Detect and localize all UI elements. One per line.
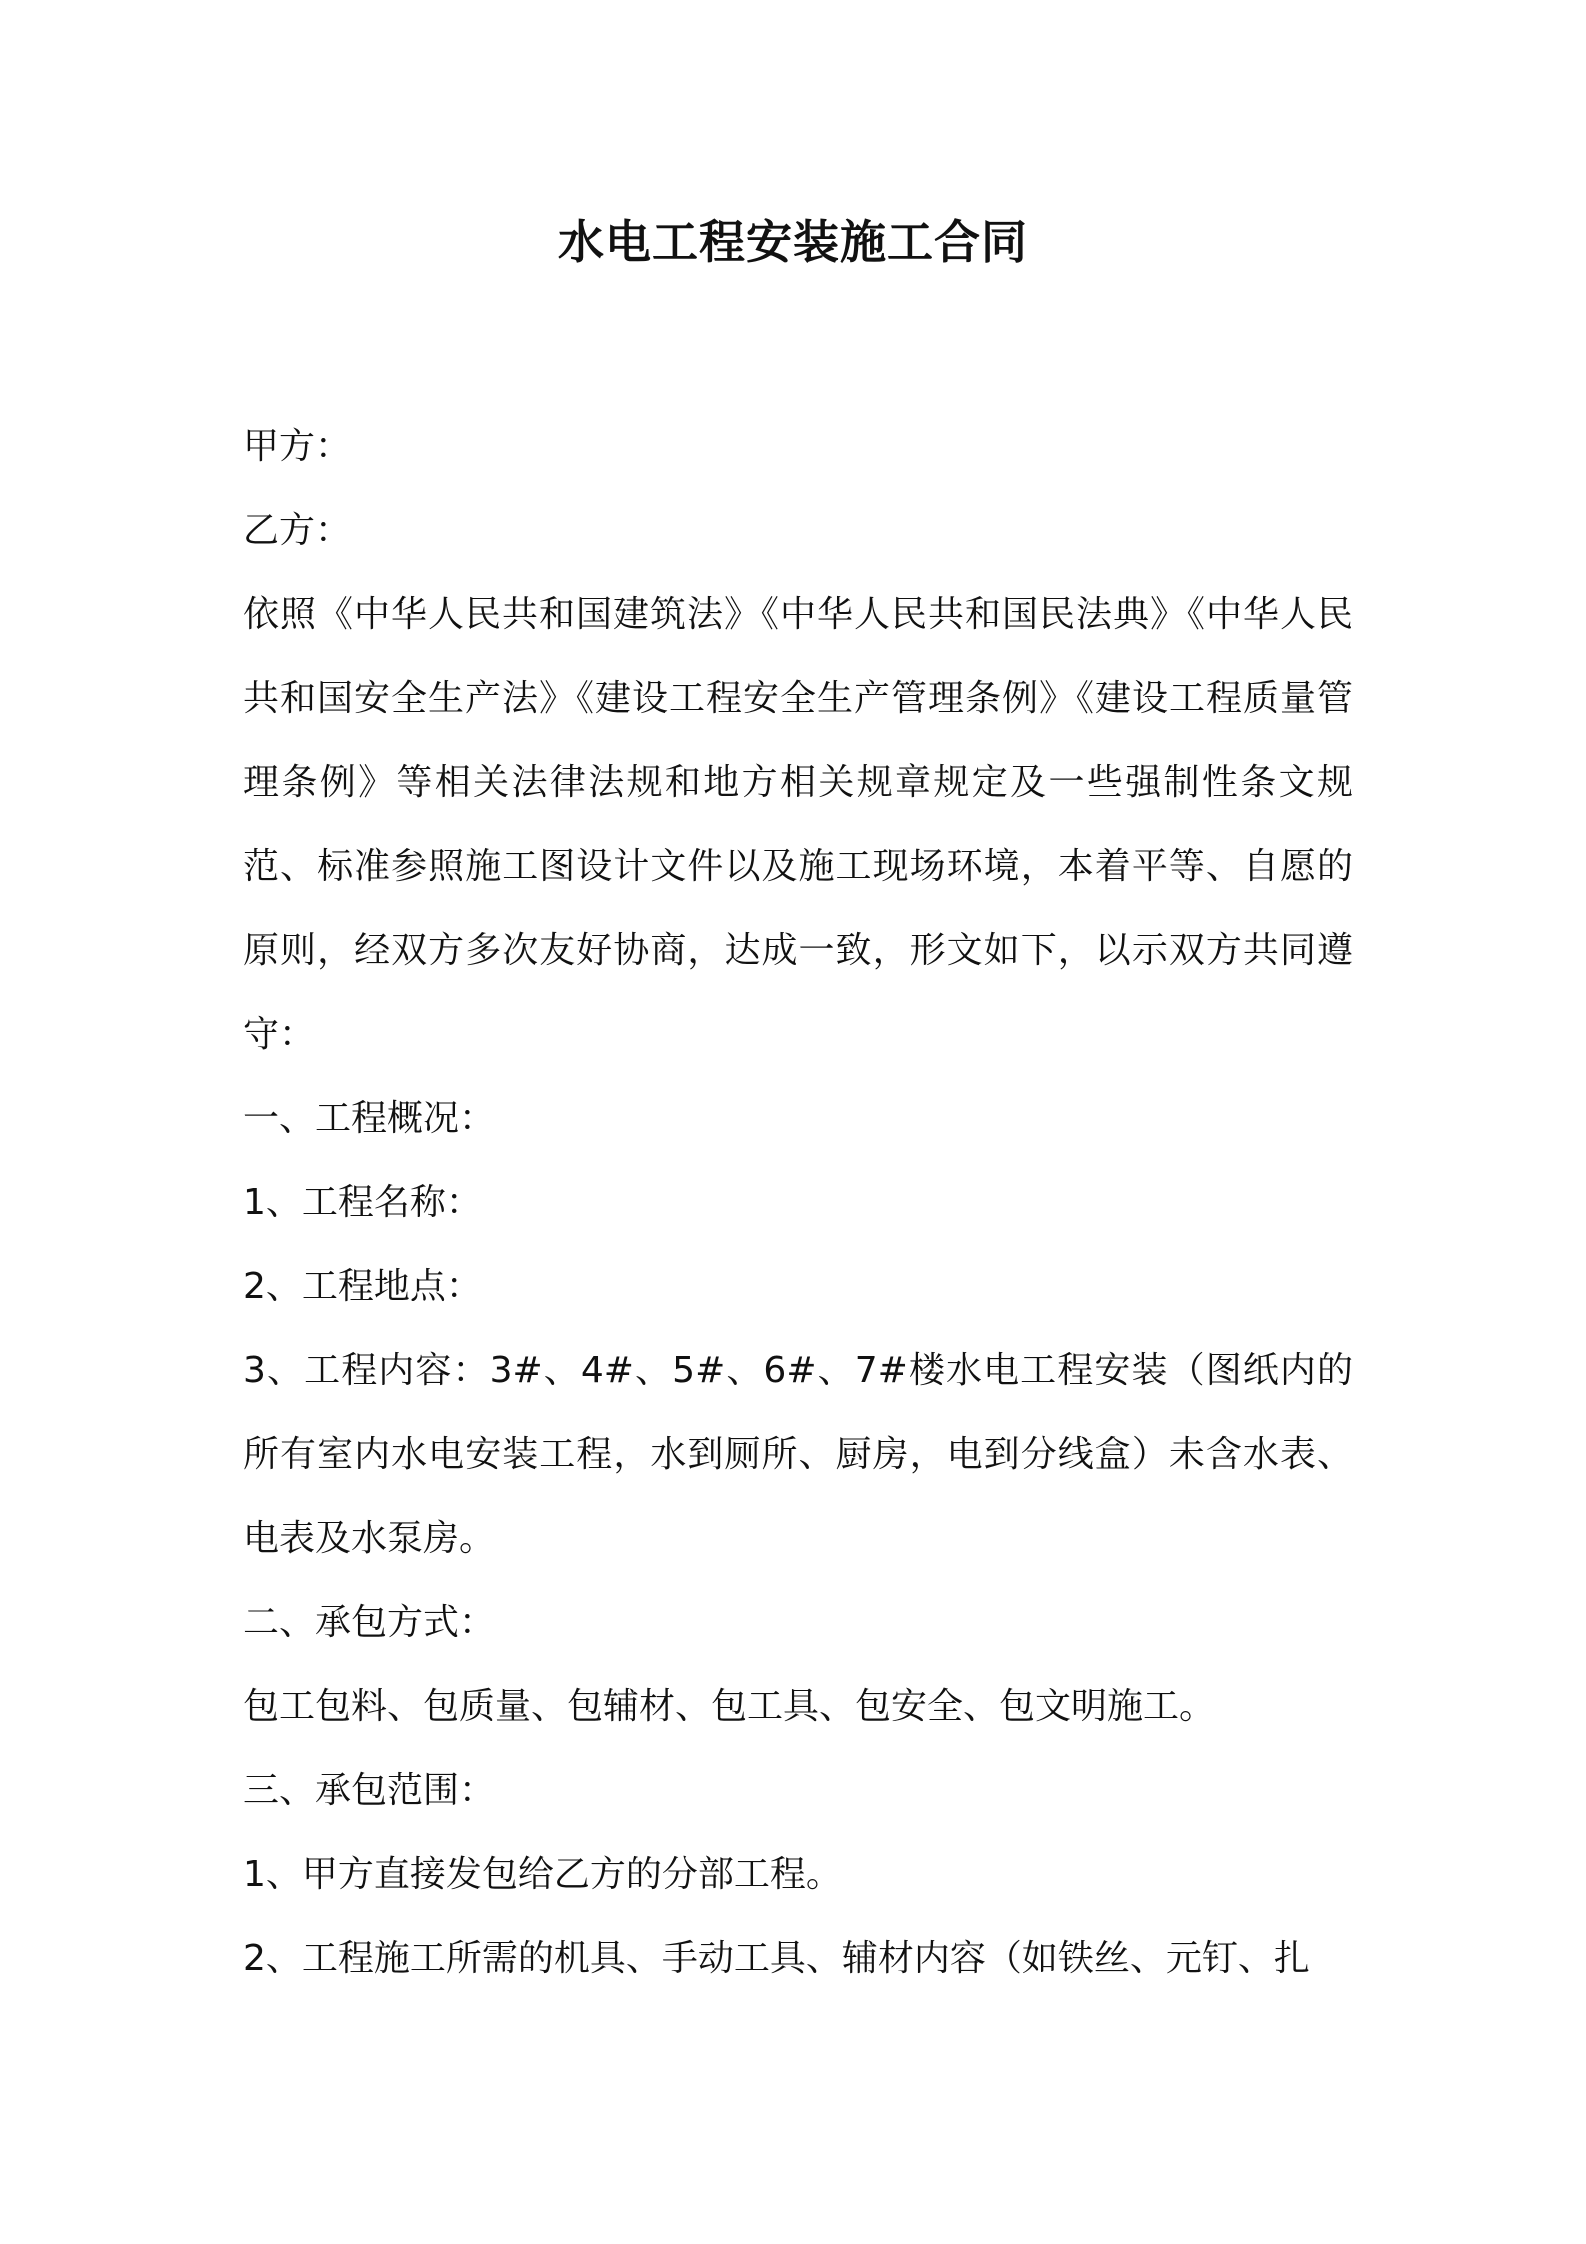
section-heading-project-overview: 一、工程概况： (243, 1098, 496, 1139)
clause-project-location: 2、工程地点： (243, 1266, 482, 1307)
clause-scope-1: 1、甲方直接发包给乙方的分部工程。 (243, 1854, 842, 1895)
party-a-line: 甲方： (243, 426, 352, 467)
preamble-paragraph: 依照《中华人民共和国建筑法》《中华人民共和国民法典》《中华人民共和国安全生产法》《建设工程安全生产管理条例》《建设工程质量管理条例》等相关法律法规和地方相关规章规定及一些强制性条文规范、标准参照施工图设计文件以及施工现场环境，本着平等、自愿的原则，经双方多次友好协商，达成一致，形文如下，以示双方共同遵守： (243, 594, 1353, 1055)
clause-project-content: 3、工程内容：3#、4#、5#、6#、7#楼水电工程安装（图纸内的所有室内水电安装工程，水到厕所、厨房，电到分线盒）未含水表、电表及水泵房。 (243, 1350, 1353, 1559)
contract-method-paragraph: 包工包料、包质量、包辅材、包工具、包安全、包文明施工。 (243, 1686, 1216, 1727)
section-heading-contract-method: 二、承包方式： (243, 1602, 496, 1643)
party-b-line: 乙方： (243, 510, 352, 551)
document-title: 水电工程安装施工合同 (558, 215, 1028, 269)
document-body (243, 405, 1353, 2001)
clause-scope-2: 2、工程施工所需的机具、手动工具、辅材内容（如铁丝、元钉、扎 (243, 1938, 1310, 1979)
clause-project-name: 1、工程名称： (243, 1182, 482, 1223)
section-heading-contract-scope: 三、承包范围： (243, 1770, 496, 1811)
